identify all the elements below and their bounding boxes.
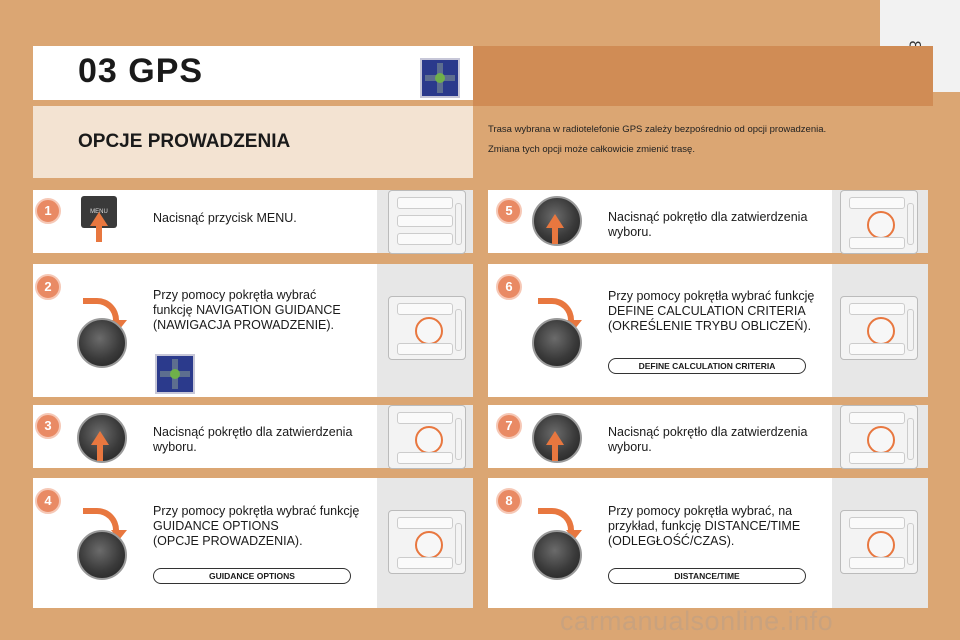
step-card-5 <box>488 190 928 253</box>
press-arrow-icon <box>96 224 102 242</box>
header-decor-band <box>473 46 933 106</box>
step-card-7 <box>488 405 928 468</box>
radio-panel-icon <box>388 405 466 469</box>
press-arrowhead-icon <box>546 214 564 228</box>
section-title: OPCJE PROWADZENIA <box>78 131 291 152</box>
step-card-8 <box>488 478 928 608</box>
step-text: Nacisnąć przycisk MENU. <box>153 211 297 225</box>
knob-icon <box>532 318 582 368</box>
knob-icon <box>532 530 582 580</box>
step-text: Nacisnąć pokrętło dla zatwierdzenia wyboru. <box>608 210 808 239</box>
step-card-6 <box>488 264 928 397</box>
menu-option-pill: GUIDANCE OPTIONS <box>153 568 351 584</box>
page-title: 03 GPS <box>78 52 204 90</box>
menu-option-pill: DEFINE CALCULATION CRITERIA <box>608 358 806 374</box>
step-number-badge: 7 <box>496 413 522 439</box>
knob-icon <box>77 318 127 368</box>
note-line: Trasa wybrana w radiotelefonie GPS zależy bezpośrednio od opcji prowadzenia. <box>488 124 827 135</box>
step-text: Przy pomocy pokrętła wybrać, na przykład, funkcję DISTANCE/TIME (ODLEGŁOŚĆ/CZAS). <box>608 504 801 548</box>
radio-panel-icon <box>388 296 466 360</box>
radio-panel-icon <box>840 296 918 360</box>
step-text: Przy pomocy pokrętła wybrać funkcję DEFINE CALCULATION CRITERIA (OKREŚLENIE TRYBU OBLICZEŃ). <box>608 289 815 333</box>
step-number-badge: 3 <box>35 413 61 439</box>
gps-crossroads-icon <box>155 354 195 394</box>
step-text: Przy pomocy pokrętła wybrać funkcję NAVIGATION GUIDANCE (NAWIGACJA PROWADZENIE). <box>153 288 341 332</box>
step-number-badge: 8 <box>496 488 522 514</box>
step-number-badge: 1 <box>35 198 61 224</box>
radio-panel-icon <box>388 190 466 254</box>
press-arrowhead-icon <box>90 212 108 226</box>
knob-icon <box>77 530 127 580</box>
note-line: Zmiana tych opcji może całkowicie zmienić trasę. <box>488 144 695 155</box>
step-number-badge: 6 <box>496 274 522 300</box>
press-arrow-icon <box>97 443 103 461</box>
step-text: Nacisnąć pokrętło dla zatwierdzenia wyboru. <box>153 425 353 454</box>
radio-panel-icon <box>840 510 918 574</box>
step-card-4 <box>33 478 473 608</box>
radio-panel-icon <box>840 190 918 254</box>
step-number-badge: 2 <box>35 274 61 300</box>
step-card-2 <box>33 264 473 397</box>
watermark: carmanualsonline.info <box>560 606 834 636</box>
intro-notes <box>488 120 908 160</box>
gps-crossroads-icon <box>420 58 460 98</box>
step-number-badge: 4 <box>35 488 61 514</box>
menu-button-icon: MENU <box>81 196 117 228</box>
radio-panel-icon <box>388 510 466 574</box>
press-arrowhead-icon <box>546 431 564 445</box>
step-card-3 <box>33 405 473 468</box>
press-arrow-icon <box>552 443 558 461</box>
step-text: Przy pomocy pokrętła wybrać funkcję GUIDANCE OPTIONS (OPCJE PROWADZENIA). <box>153 504 360 548</box>
menu-option-pill: DISTANCE/TIME <box>608 568 806 584</box>
step-text: Nacisnąć pokrętło dla zatwierdzenia wyboru. <box>608 425 808 454</box>
step-card-1 <box>33 190 473 253</box>
step-number-badge: 5 <box>496 198 522 224</box>
radio-panel-icon <box>840 405 918 469</box>
press-arrowhead-icon <box>91 431 109 445</box>
press-arrow-icon <box>552 226 558 244</box>
